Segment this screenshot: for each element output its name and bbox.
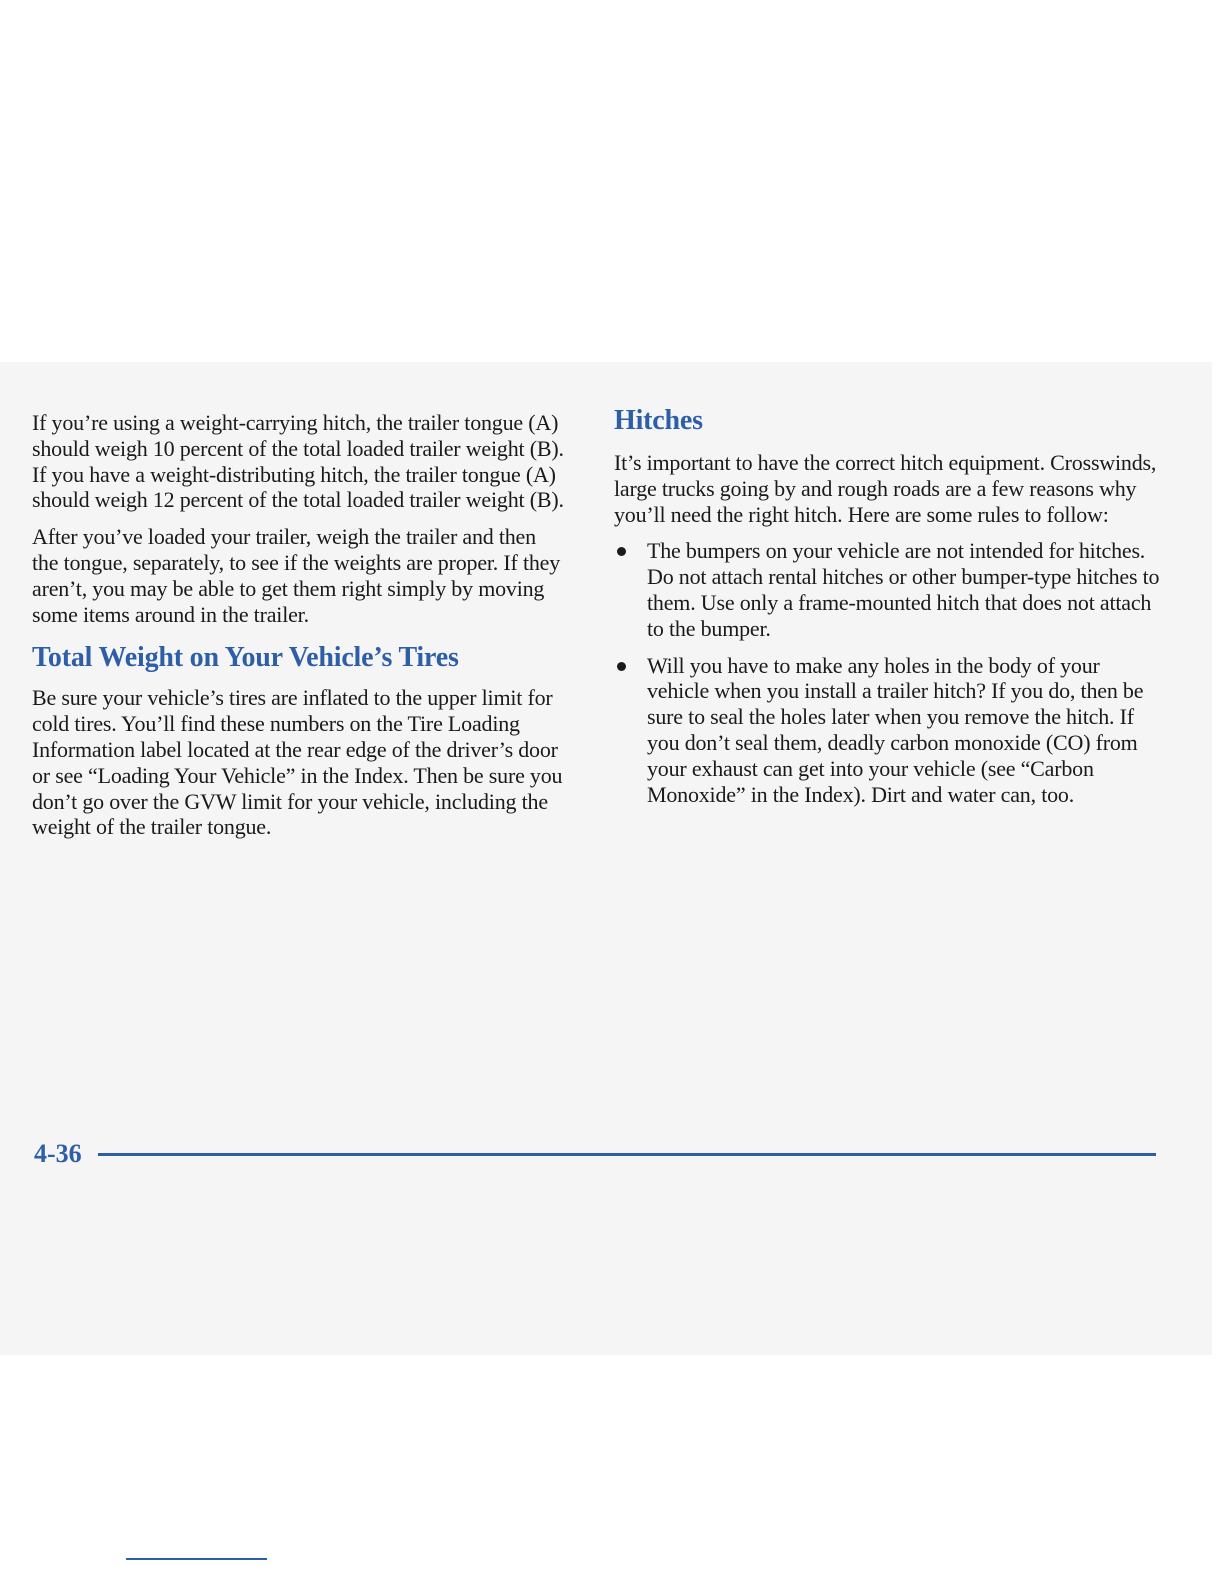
hitch-rules-list bbox=[614, 538, 1162, 807]
paragraph-hitch-intro: It’s important to have the correct hitch equipment. Crosswinds, large trucks going by and rough roads are a few reasons why you’ll need the right hitch. Here are some rules to follow: bbox=[614, 450, 1157, 527]
left-column bbox=[32, 410, 564, 840]
bullet-icon bbox=[617, 662, 626, 671]
bullet-icon bbox=[617, 547, 626, 556]
footer-rule bbox=[98, 1153, 1156, 1156]
bottom-divider bbox=[126, 1558, 267, 1560]
paragraph-hitch-weight: If you’re using a weight-carrying hitch, the trailer tongue (A) should weigh 10 percent of the total loaded trailer weight (B). If you have a weight-distributing hitch, the trailer tongue (A) should weigh 12 percent of the total loaded trailer weight (B). bbox=[32, 410, 564, 513]
paragraph-tire-inflation: Be sure your vehicle’s tires are inflated to the upper limit for cold tires. You’ll find these numbers on the Tire Loading Information label located at the rear edge of the driver’s door or see “Loading Your Vehicle” in the Index. Then be sure you don’t go over the GVW limit for your vehicle, including the weight of the trailer tongue. bbox=[32, 685, 563, 840]
page-footer bbox=[34, 1137, 1156, 1171]
heading-total-weight: Total Weight on Your Vehicle’s Tires bbox=[32, 642, 459, 674]
right-column bbox=[614, 404, 1162, 818]
list-item bbox=[614, 538, 1162, 641]
paragraph-weigh-trailer: After you’ve loaded your trailer, weigh the trailer and then the tongue, separately, to see if the weights are proper. If they aren’t, you may be able to get them right simply by moving some items around in the trailer. bbox=[32, 524, 561, 627]
list-item-text: Will you have to make any holes in the body of your vehicle when you install a trailer hitch? If you do, then be sure to seal the holes later when you remove the hitch. If you don’t seal them, deadly carbon monoxide (CO) from your exhaust can get into your vehicle (see “Carbon Monoxide” in the Index). Dirt and water can, too. bbox=[647, 652, 1144, 807]
list-item bbox=[614, 653, 1162, 808]
list-item-text: The bumpers on your vehicle are not intended for hitches. Do not attach rental hitches or other bumper-type hitches to them. Use only a frame-mounted hitch that does not attach to the bumper. bbox=[647, 538, 1160, 641]
heading-hitches: Hitches bbox=[614, 405, 703, 436]
page-number: 4-36 bbox=[34, 1139, 82, 1168]
